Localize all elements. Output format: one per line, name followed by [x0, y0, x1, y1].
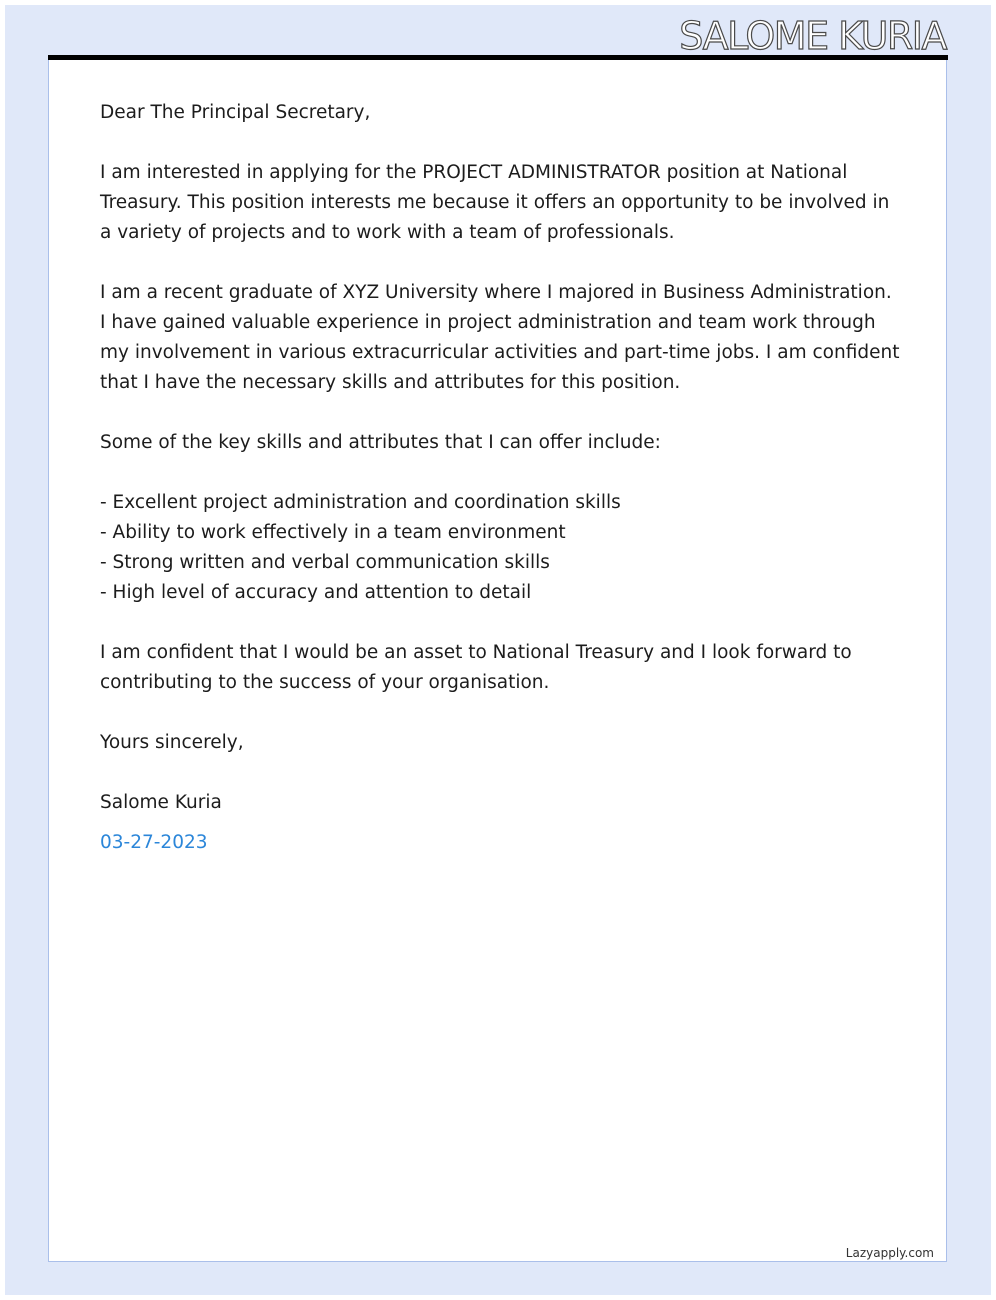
- paragraph-skills-intro: Some of the key skills and attributes that I can offer include:: [100, 432, 661, 453]
- skill-item: - Strong written and verbal communication skills: [100, 552, 550, 573]
- skill-item: - High level of accuracy and attention to detail: [100, 582, 532, 603]
- applicant-name-header: SALOME KURIA: [679, 14, 946, 58]
- salutation: Dear The Principal Secretary,: [100, 102, 371, 123]
- footer-brand: Lazyapply.com: [845, 1246, 934, 1260]
- paragraph-background: I am a recent graduate of XYZ University where I majored in Business Administration. I have gained valuable experience in project administration and team work through my involvement in various extracurricular activities and part-time jobs. I am confident that I have the necessary skills and attributes for this position.: [100, 282, 900, 393]
- skill-item: - Ability to work effectively in a team environment: [100, 522, 566, 543]
- paragraph-intro: I am interested in applying for the PROJECT ADMINISTRATOR position at National Treasury. This position interests me because it offers an opportunity to be involved in a variety of projects and to work with a team of professionals.: [100, 162, 890, 243]
- skills-list: [100, 488, 900, 608]
- letter-date: 03-27-2023: [100, 832, 208, 853]
- signoff: Yours sincerely,: [100, 732, 244, 753]
- skill-item: - Excellent project administration and coordination skills: [100, 492, 621, 513]
- cover-letter-body: [100, 98, 900, 858]
- signer-name: Salome Kuria: [100, 792, 222, 813]
- paragraph-closing: I am confident that I would be an asset to National Treasury and I look forward to contributing to the success of your organisation.: [100, 642, 852, 693]
